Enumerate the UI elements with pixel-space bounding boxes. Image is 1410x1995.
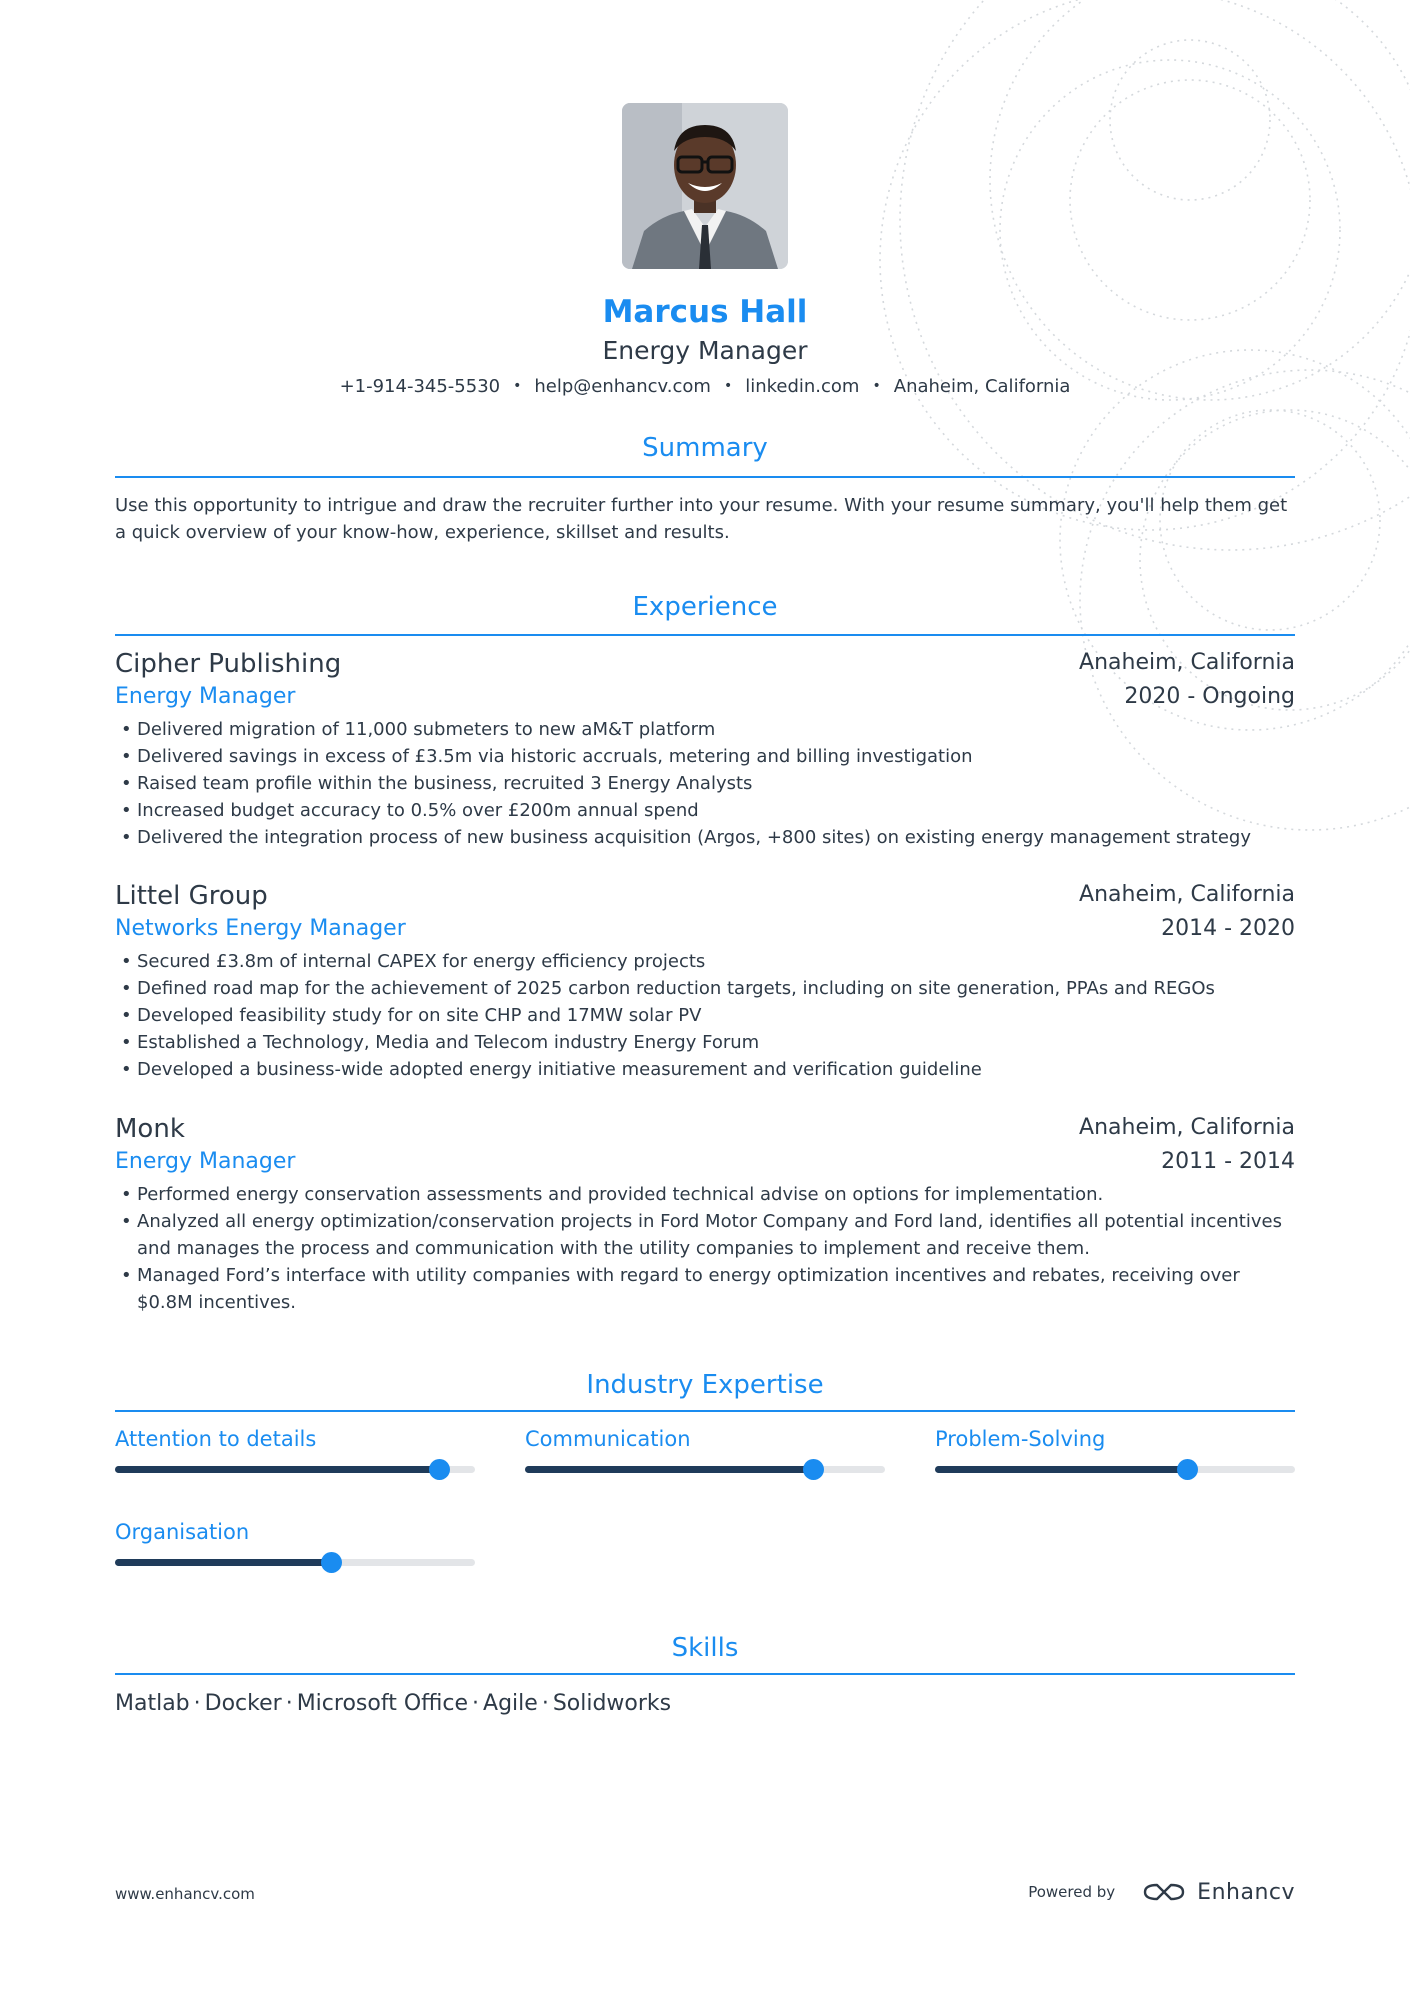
bullet-item: • Secured £3.8m of internal CAPEX for energy efficiency projects — [121, 948, 1295, 975]
separator-dot: · — [285, 1691, 293, 1716]
experience-heading: Experience — [632, 592, 778, 622]
bullet-item: • Managed Ford’s interface with utility companies with regard to energy optimization incentives and rebates, receiving over $0.8M incentives. — [121, 1262, 1295, 1316]
bullet-item: • Performed energy conservation assessments and provided technical advise on options for implementation. — [121, 1181, 1295, 1208]
phone[interactable]: +1-914-345-5530 — [339, 376, 501, 397]
bullet-item: • Delivered migration of 11,000 submeters to new aM&T platform — [121, 716, 1295, 743]
resume-page — [115, 0, 1295, 1995]
bullet-item: • Developed feasibility study for on site CHP and 17MW solar PV — [121, 1002, 1295, 1029]
job-location: Anaheim, California — [1079, 650, 1295, 675]
skills-heading: Skills — [671, 1633, 739, 1663]
linkedin-link[interactable]: linkedin.com — [745, 376, 860, 397]
expertise-item — [115, 1517, 475, 1547]
separator-dot: • — [513, 378, 522, 394]
job-role: Energy Manager — [115, 684, 296, 709]
bullet-item: • Delivered savings in excess of £3.5m via historic accruals, metering and billing investigation — [121, 743, 1295, 770]
portrait-image — [622, 103, 788, 269]
footer-website[interactable]: www.enhancv.com — [115, 1885, 255, 1903]
bullet-item: • Developed a business-wide adopted energy initiative measurement and verification guideline — [121, 1056, 1295, 1083]
email[interactable]: help@enhancv.com — [534, 376, 711, 397]
enhancv-logo-icon — [1141, 1880, 1187, 1904]
contact-info — [115, 372, 1295, 401]
bullet-item: • Analyzed all energy optimization/conservation projects in Ford Motor Company and Ford land, identifies all potential incentives and manages the process and communication with the utility companies to implement and receive them. — [121, 1208, 1295, 1262]
expertise-bar-track — [115, 1466, 475, 1473]
powered-by-label: Powered by — [1028, 1883, 1116, 1901]
expertise-label: Organisation — [115, 1520, 250, 1544]
expertise-bar-fill — [115, 1559, 331, 1566]
bullet-item: • Raised team profile within the business, recruited 3 Energy Analysts — [121, 770, 1295, 797]
expertise-bar-track — [115, 1559, 475, 1566]
separator-dot: · — [541, 1691, 549, 1716]
job-role: Networks Energy Manager — [115, 916, 406, 941]
separator-dot: • — [723, 378, 733, 394]
skill-tag: Solidworks — [552, 1691, 672, 1716]
expertise-bar-knob — [803, 1459, 824, 1480]
company-name: Littel Group — [115, 881, 268, 911]
expertise-bar-track — [525, 1466, 885, 1473]
expertise-bar-fill — [935, 1466, 1187, 1473]
company-name: Cipher Publishing — [115, 649, 342, 679]
job-dates: 2014 - 2020 — [1161, 916, 1295, 941]
company-name: Monk — [115, 1114, 185, 1144]
expertise-bar-knob — [429, 1459, 450, 1480]
expertise-divider — [115, 1410, 1295, 1412]
separator-dot: · — [472, 1691, 480, 1716]
resume-header — [115, 290, 1295, 401]
summary-text: Use this opportunity to intrigue and draw the recruiter further into your resume. With your resume summary, you'll help them get a quick overview of your know-how, experience, skillset and results. — [115, 495, 1288, 543]
summary-heading: Summary — [642, 433, 768, 463]
expertise-heading: Industry Expertise — [586, 1370, 824, 1400]
skills-divider — [115, 1673, 1295, 1675]
expertise-item — [935, 1424, 1295, 1454]
job-role: Energy Manager — [115, 1149, 296, 1174]
skill-tag: Matlab — [115, 1691, 190, 1716]
expertise-bar-knob — [321, 1552, 342, 1573]
summary-divider — [115, 476, 1295, 478]
skill-tag: Agile — [483, 1691, 538, 1716]
expertise-bar-track — [935, 1466, 1295, 1473]
job-dates: 2020 - Ongoing — [1124, 684, 1295, 709]
job-bullets — [121, 948, 1295, 1083]
job-location: Anaheim, California — [1079, 1115, 1295, 1140]
skills-list — [115, 1688, 671, 1720]
separator-dot: • — [872, 378, 881, 394]
expertise-item — [525, 1424, 885, 1454]
experience-divider — [115, 634, 1295, 636]
location: Anaheim, California — [893, 376, 1071, 397]
expertise-label: Problem-Solving — [935, 1427, 1106, 1451]
separator-dot: · — [193, 1691, 201, 1716]
candidate-title: Energy Manager — [602, 336, 808, 365]
bullet-item: • Defined road map for the achievement of 2025 carbon reduction targets, including on site generation, PPAs and REGOs — [121, 975, 1295, 1002]
profile-photo — [622, 103, 788, 269]
bullet-item: • Established a Technology, Media and Telecom industry Energy Forum — [121, 1029, 1295, 1056]
job-dates: 2011 - 2014 — [1161, 1149, 1295, 1174]
expertise-bar-knob — [1177, 1459, 1198, 1480]
job-location: Anaheim, California — [1079, 882, 1295, 907]
bullet-item: • Delivered the integration process of new business acquisition (Argos, +800 sites) on existing energy management strategy — [121, 824, 1295, 851]
brand-name[interactable]: Enhancv — [1197, 1879, 1295, 1905]
expertise-label: Communication — [525, 1427, 691, 1451]
footer-branding — [1028, 1872, 1295, 1912]
expertise-label: Attention to details — [115, 1427, 317, 1451]
skill-tag: Microsoft Office — [296, 1691, 469, 1716]
job-bullets — [121, 1181, 1295, 1316]
bullet-item: • Increased budget accuracy to 0.5% over £200m annual spend — [121, 797, 1295, 824]
expertise-bar-fill — [525, 1466, 813, 1473]
expertise-bar-fill — [115, 1466, 439, 1473]
expertise-item — [115, 1424, 475, 1454]
job-bullets — [121, 716, 1295, 851]
candidate-name: Marcus Hall — [602, 294, 808, 330]
skill-tag: Docker — [204, 1691, 282, 1716]
